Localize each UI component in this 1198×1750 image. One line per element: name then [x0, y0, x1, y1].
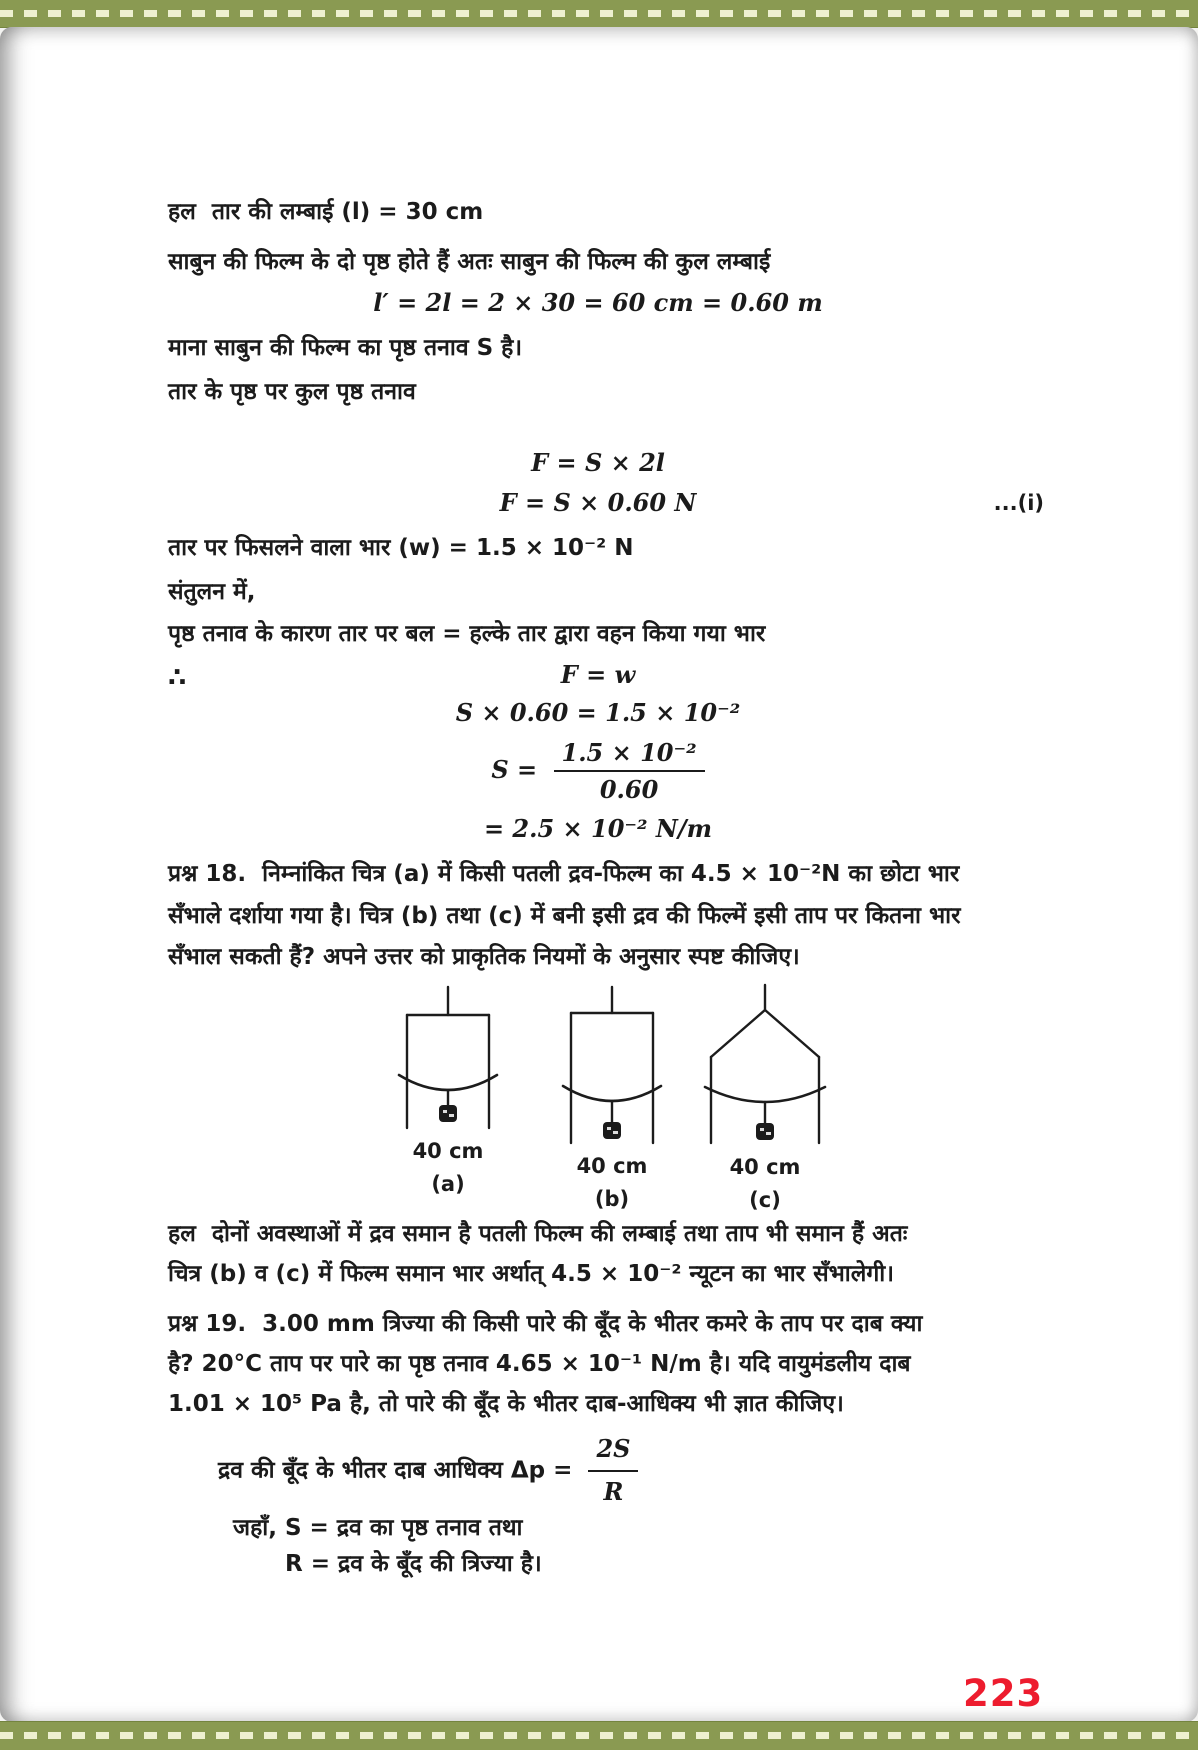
therefore-symbol: ∴ [168, 663, 187, 693]
pressure-fraction-numerator: 2S [588, 1432, 638, 1472]
film-dots-a [409, 1017, 487, 1089]
equation-result: = 2.5 × 10⁻² N/m [483, 814, 713, 843]
figure-a [385, 985, 511, 1196]
frame-roof-left-c [711, 1010, 765, 1057]
question18-line1 [168, 858, 959, 891]
question18-label: प्रश्न 18. [168, 861, 247, 887]
solution17-line1 [168, 196, 483, 229]
question19-line3: 1.01 × 10⁵ Pa है, तो पारे की बूँद के भीतर दाब-आधिक्य भी ज्ञात कीजिए। [168, 1391, 844, 1417]
question18-line3: सँभाल सकती हैं? अपने उत्तर को प्राकृतिक नियमों के अनुसार स्पष्ट कीजिए। [168, 944, 800, 970]
figure-c-caption: (c) [749, 1188, 781, 1212]
weight-icon [603, 1122, 621, 1139]
figure-a-length-label: 40 cm [412, 1139, 484, 1163]
solution19-intro: द्रव की बूँद के भीतर दाब आधिक्य Δp = [218, 1457, 573, 1484]
question18-text1: निम्नांकित चित्र (a) में किसी पतली द्रव-फिल्म का 4.5 × 10⁻²N का छोटा भार [262, 861, 960, 887]
solution17-line7: पृष्ठ तनाव के कारण तार पर बल = हल्के तार द्वारा वहन किया गया भार [168, 621, 766, 647]
question18-line2: सँभाले दर्शाया गया है। चित्र (b) तथा (c) में बनी इसी द्रव की फिल्में इसी ताप पर कितना भार [168, 903, 961, 929]
top-border-dashes [0, 10, 1198, 17]
equation-total-length: l′ = 2l = 2 × 30 = 60 cm = 0.60 m [373, 288, 823, 317]
fraction-numerator: 1.5 × 10⁻² [554, 738, 705, 772]
equation-s-times: S × 0.60 = 1.5 × 10⁻² [455, 698, 741, 727]
question19-line1 [168, 1308, 922, 1341]
solution18-line1 [168, 1218, 907, 1251]
solution-label: हल [168, 199, 196, 225]
pressure-fraction [588, 1432, 638, 1510]
slider-arc-b [563, 1086, 661, 1101]
frame-roof-right-c [765, 1010, 819, 1057]
top-decorative-border [0, 0, 1198, 28]
solution18-line2: चित्र (b) व (c) में फिल्म समान भार अर्थात् 4.5 × 10⁻² न्यूटन का भार सँभालेगी। [168, 1261, 894, 1287]
solution18-label: हल [168, 1221, 196, 1247]
question19-line2: है? 20°C ताप पर पारे का पृष्ठ तनाव 4.65 × 10⁻¹ N/m है। यदि वायुमंडलीय दाब [168, 1351, 911, 1377]
solution18-text1: दोनों अवस्थाओं में द्रव समान है पतली फिल्म की लम्बाई तथा ताप भी समान हैं अतः [211, 1221, 908, 1247]
figure-b-caption: (b) [594, 1187, 630, 1211]
solution19-where1: जहाँ, S = द्रव का पृष्ठ तनाव तथा [233, 1515, 523, 1541]
equation-reference-i: ...(i) [993, 491, 1044, 515]
solution17-line6: संतुलन में, [168, 579, 256, 605]
fraction-denominator: 0.60 [599, 775, 659, 804]
solution17-line3: माना साबुन की फिल्म का पृष्ठ तनाव S है। [168, 335, 523, 361]
solution19-where2: R = द्रव के बूँद की त्रिज्या है। [285, 1551, 542, 1577]
figure-b [549, 985, 675, 1211]
weight-icon [439, 1105, 457, 1122]
equation-force-1: F = S × 2l [531, 448, 665, 477]
fraction [554, 738, 705, 804]
slider-arc-a [399, 1075, 497, 1090]
page-number: 223 [963, 1672, 1044, 1715]
solution17-line4: तार के पृष्ठ पर कुल पृष्ठ तनाव [168, 379, 416, 405]
equation-s-fraction [168, 738, 1028, 804]
bottom-border-dashes [0, 1732, 1198, 1739]
bottom-decorative-border [0, 1721, 1198, 1750]
solution19-pressure-equation [218, 1432, 638, 1510]
soap-film-diagram-a [385, 985, 511, 1135]
fraction-lhs: S = [491, 754, 538, 784]
soap-film-diagram-c [697, 983, 833, 1151]
slider-arc-c [705, 1087, 825, 1102]
figure-c [697, 983, 833, 1212]
figure-b-length-label: 40 cm [576, 1154, 648, 1178]
equation-force-2: F = S × 0.60 N ...(i) [499, 488, 1044, 517]
equation-f-equals-w: F = w [560, 660, 636, 689]
soap-film-diagram-b [549, 985, 675, 1150]
figure-a-caption: (a) [431, 1172, 465, 1196]
solution17-line2: साबुन की फिल्म के दो पृष्ठ होते हैं अतः साबुन की फिल्म की कुल लम्बाई [168, 249, 771, 275]
weight-icon [756, 1123, 774, 1140]
question19-label: प्रश्न 19. [168, 1311, 247, 1337]
film-dots-b [573, 1015, 651, 1100]
question19-text1: 3.00 mm त्रिज्या की किसी पारे की बूँद के भीतर कमरे के ताप पर दाब क्या [262, 1311, 923, 1337]
figure-c-length-label: 40 cm [729, 1155, 801, 1179]
solution17-text1: तार की लम्बाई (l) = 30 cm [211, 199, 484, 225]
pressure-fraction-denominator: R [603, 1476, 624, 1506]
film-dots-c [713, 1013, 817, 1101]
solution17-line5: तार पर फिसलने वाला भार (w) = 1.5 × 10⁻² N [168, 535, 634, 561]
